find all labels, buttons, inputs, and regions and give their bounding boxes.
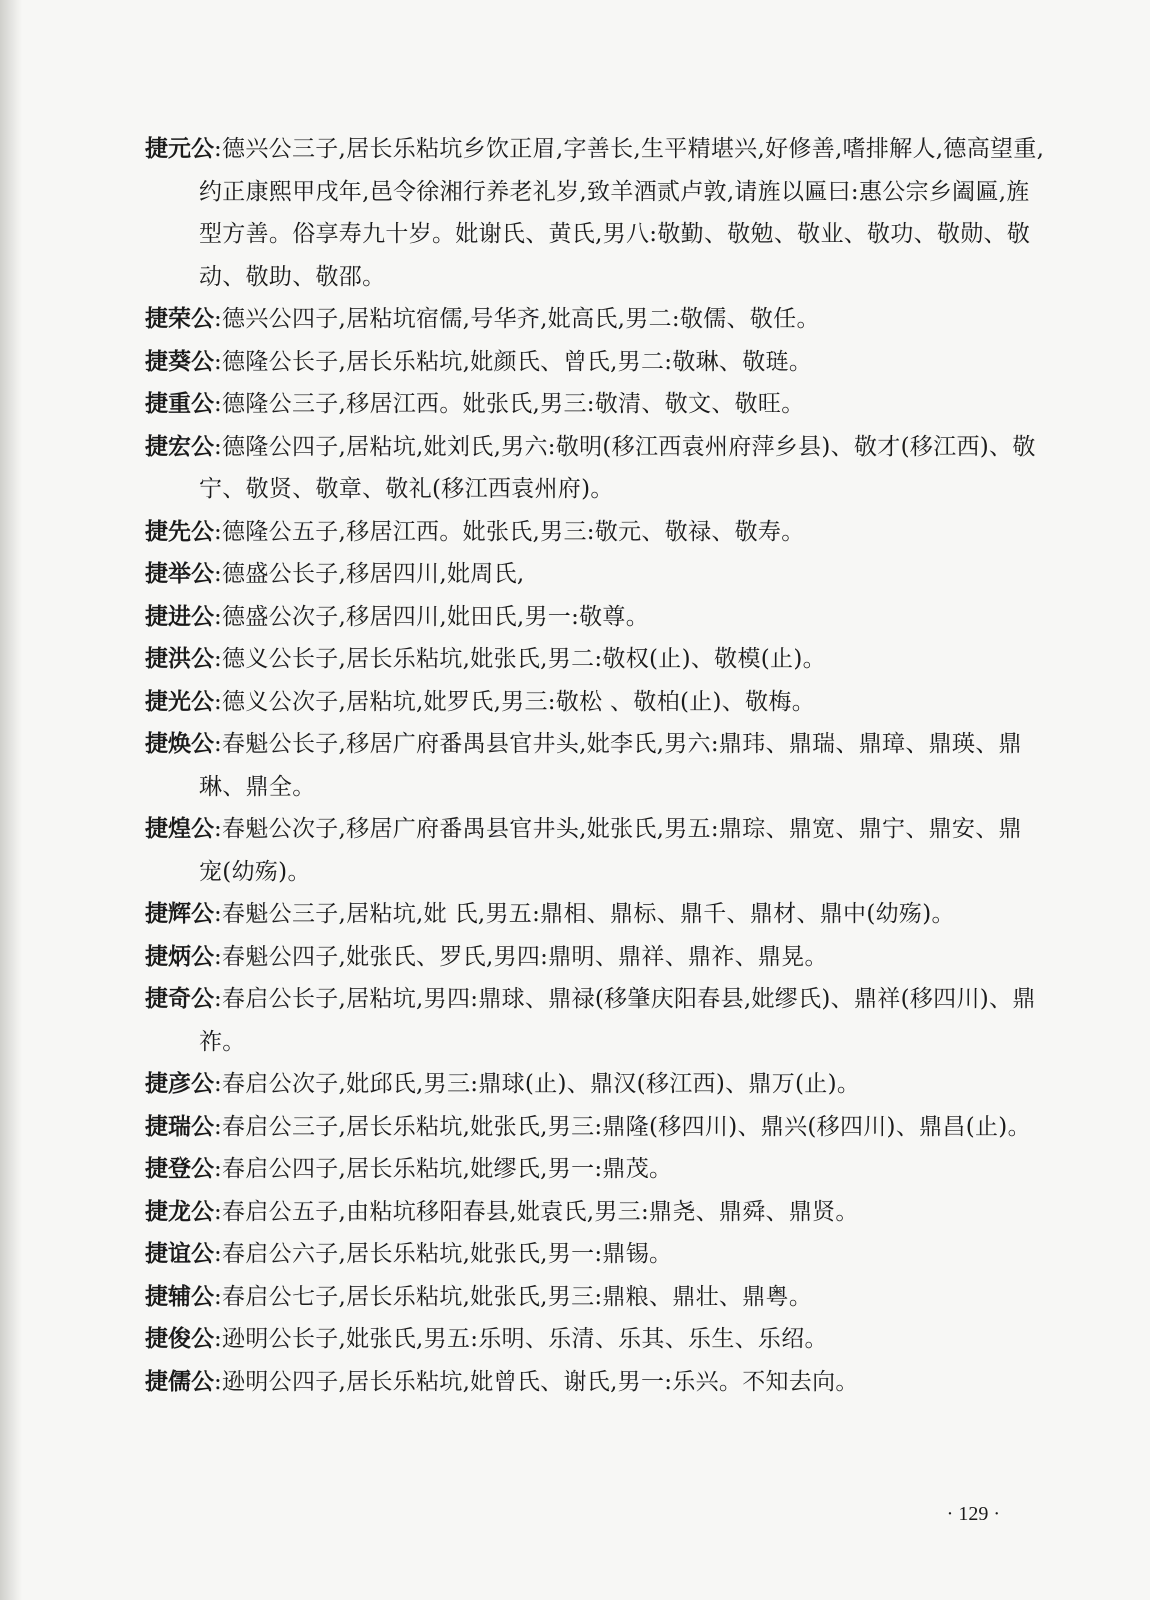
- genealogy-entry: [145, 553, 1045, 596]
- entry-name: 捷葵公: [145, 348, 214, 375]
- entry-text: :春启公五子,由粘坑移阳春县,妣袁氏,男三:鼎尧、鼎舜、鼎贤。: [214, 1198, 859, 1225]
- entry-text: :德义公次子,居粘坑,妣罗氏,男三:敬松 、敬柏(止)、敬梅。: [214, 688, 815, 715]
- entry-text: :德兴公四子,居粘坑宿儒,号华齐,妣高氏,男二:敬儒、敬任。: [214, 306, 820, 332]
- entry-name: 捷瑞公: [145, 1113, 214, 1140]
- entry-text: :春启公四子,居长乐粘坑,妣缪氏,男一:鼎茂。: [214, 1156, 673, 1182]
- entry-text: :春启公长子,居粘坑,男四:鼎球、鼎禄(移肇庆阳春县,妣缪氏)、鼎祥(移四川)、鼎祚。: [199, 986, 1036, 1055]
- entry-name: 捷奇公: [145, 986, 214, 1012]
- entry-text: :德兴公三子,居长乐粘坑乡饮正眉,字善长,生平精堪兴,好修善,嗜排解人,德高望重,约正康熙甲戌年,邑令徐湘行养老礼岁,致羊酒贰卢敦,请旌以匾曰:惠公宗乡阖匾,旌型方善。俗享寿九十岁。妣谢氏、黄氏,男八:敬勤、敬勉、敬业、敬功、敬勋、敬动、敬助、敬邵。: [199, 136, 1045, 290]
- entry-text: :春魁公长子,移居广府番禺县官井头,妣李氏,男六:鼎玮、鼎瑞、鼎璋、鼎瑛、鼎琳、鼎全。: [199, 731, 1022, 800]
- entry-text: :春魁公三子,居粘坑,妣 氏,男五:鼎相、鼎标、鼎千、鼎材、鼎中(幼殇)。: [214, 901, 955, 927]
- entry-text: :春启公六子,居长乐粘坑,妣张氏,男一:鼎锡。: [214, 1241, 673, 1267]
- entry-text: :德盛公次子,移居四川,妣田氏,男一:敬尊。: [214, 603, 650, 630]
- entry-name: 捷辅公: [145, 1283, 214, 1310]
- entry-name: 捷进公: [145, 603, 214, 630]
- entry-name: 捷先公: [145, 518, 214, 545]
- page-binding-edge: [0, 0, 22, 1600]
- entry-name: 捷荣公: [145, 306, 214, 332]
- genealogy-entry: [145, 808, 1045, 893]
- entry-text: :德隆公长子,居长乐粘坑,妣颜氏、曾氏,男二:敬琳、敬琏。: [214, 348, 813, 375]
- genealogy-entry: [145, 1276, 1045, 1319]
- entry-name: 捷光公: [145, 688, 214, 715]
- genealogy-entry: [145, 1106, 1045, 1149]
- entry-name: 捷炳公: [145, 943, 214, 970]
- entry-name: 捷煌公: [145, 816, 214, 842]
- genealogy-entry: [145, 596, 1045, 639]
- entry-name: 捷儒公: [145, 1368, 214, 1395]
- entry-text: :德盛公长子,移居四川,妣周氏,: [214, 561, 525, 587]
- genealogy-entry: [145, 511, 1045, 554]
- entry-name: 捷辉公: [145, 901, 214, 927]
- genealogy-entry: [145, 978, 1045, 1063]
- entry-name: 捷焕公: [145, 731, 214, 757]
- genealogy-entry: [145, 1233, 1045, 1276]
- entry-text: :春魁公次子,移居广府番禺县官井头,妣张氏,男五:鼎琮、鼎宽、鼎宁、鼎安、鼎宠(幼殇)。: [199, 816, 1022, 885]
- genealogy-entry: [145, 936, 1045, 979]
- entry-text: :德隆公三子,移居江西。妣张氏,男三:敬清、敬文、敬旺。: [214, 391, 805, 417]
- entry-text: :春魁公四子,妣张氏、罗氏,男四:鼎明、鼎祥、鼎祚、鼎晃。: [214, 943, 828, 970]
- entry-text: :春启公次子,妣邱氏,男三:鼎球(止)、鼎汉(移江西)、鼎万(止)。: [214, 1071, 861, 1097]
- entry-text: :德隆公四子,居粘坑,妣刘氏,男六:敬明(移江西袁州府萍乡县)、敬才(移江西)、敬宁、敬贤、敬章、敬礼(移江西袁州府)。: [199, 433, 1036, 502]
- entry-name: 捷俊公: [145, 1326, 214, 1352]
- entry-name: 捷举公: [145, 561, 214, 587]
- entry-text: :逊明公四子,居长乐粘坑,妣曾氏、谢氏,男一:乐兴。不知去向。: [214, 1368, 859, 1395]
- genealogy-entry: [145, 723, 1045, 808]
- entry-text: :德义公长子,居长乐粘坑,妣张氏,男二:敬权(止)、敬模(止)。: [214, 646, 826, 672]
- genealogy-entry: [145, 341, 1045, 384]
- entry-text: :德隆公五子,移居江西。妣张氏,男三:敬元、敬禄、敬寿。: [214, 518, 805, 545]
- entry-name: 捷登公: [145, 1156, 214, 1182]
- genealogy-entry: [145, 1063, 1045, 1106]
- genealogy-entry: [145, 638, 1045, 681]
- genealogy-entry: [145, 1361, 1045, 1404]
- page-number: · 129 ·: [946, 1503, 1000, 1525]
- genealogy-entry: [145, 1318, 1045, 1361]
- entry-name: 捷元公: [145, 136, 214, 162]
- entry-text: :逊明公长子,妣张氏,男五:乐明、乐清、乐其、乐生、乐绍。: [214, 1326, 828, 1352]
- genealogy-entry: [145, 893, 1045, 936]
- entry-text: :春启公七子,居长乐粘坑,妣张氏,男三:鼎粮、鼎壮、鼎粤。: [214, 1283, 813, 1310]
- entry-name: 捷龙公: [145, 1198, 214, 1225]
- genealogy-entry: [145, 1148, 1045, 1191]
- entry-name: 捷洪公: [145, 646, 214, 672]
- genealogy-entry: [145, 681, 1045, 724]
- entry-text: :春启公三子,居长乐粘坑,妣张氏,男三:鼎隆(移四川)、鼎兴(移四川)、鼎昌(止)。: [214, 1113, 1031, 1140]
- genealogy-entry: [145, 426, 1045, 511]
- genealogy-entry: [145, 1191, 1045, 1234]
- genealogy-entry-list: [145, 128, 1045, 1403]
- entry-name: 捷宏公: [145, 433, 214, 460]
- entry-name: 捷彦公: [145, 1071, 214, 1097]
- genealogy-entry: [145, 298, 1045, 341]
- entry-name: 捷重公: [145, 391, 214, 417]
- entry-name: 捷谊公: [145, 1241, 214, 1267]
- genealogy-entry: [145, 383, 1045, 426]
- genealogy-entry: [145, 128, 1045, 298]
